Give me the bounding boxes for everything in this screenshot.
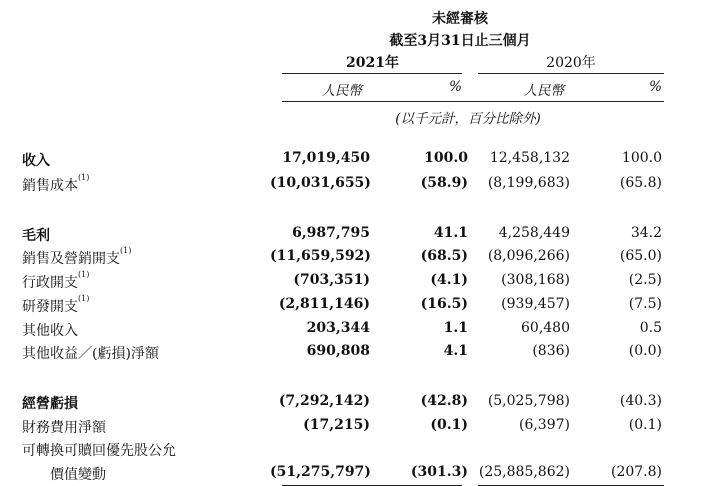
rule-units [282,101,664,102]
value-2020: (8,096,266) [487,248,570,264]
row-label-text: 銷售成本 [22,178,78,194]
row-label-text: 研發開支 [22,299,78,315]
row-label-text: 財務費用淨額 [22,420,106,436]
value-2021: 6,987,795 [292,225,370,241]
value-2021: (2,811,146) [278,296,370,312]
row-label [22,393,78,413]
unit-note: (以千元計，百分比除外) [395,111,541,127]
value-2020: (308,168) [501,272,570,288]
footnote-marker: (1) [78,294,90,303]
row-label [22,343,159,363]
pct-2021: (16.5) [420,296,468,312]
pct-2021: 41.1 [433,225,468,241]
row-label [22,272,89,292]
value-2021: (7,292,142) [278,393,370,409]
pct-2020: (207.8) [610,464,662,480]
row-label-text: 收入 [22,153,50,169]
value-2020: (939,457) [501,296,570,312]
row-label-text: 其他收入 [22,323,78,339]
row-label-text: 毛利 [22,228,50,244]
pct-2021: (301.3) [410,464,468,480]
row-label-continued: 價值變動 [50,467,106,483]
pct-2021: 1.1 [443,320,468,336]
row-label [22,248,131,268]
value-2021: (10,031,655) [270,175,371,191]
value-2020: 12,458,132 [489,150,570,166]
pct-2020: (0.0) [628,343,662,359]
row-label-text: 銷售及營銷開支 [22,251,120,267]
value-2021: 690,808 [306,343,370,359]
pct-2021: 100.0 [424,150,468,166]
row-label [22,417,106,437]
footnote-marker: (1) [120,246,132,255]
value-2020: (6,397) [518,417,570,433]
pct-2020: 100.0 [621,150,662,166]
unit-pct-2021: % [449,79,462,95]
value-2020: (25,885,862) [478,464,570,480]
value-2021: 17,019,450 [282,150,370,166]
footnote-marker: (1) [78,173,90,182]
row-label [22,150,50,170]
row-label [22,296,89,316]
pct-2021: (58.9) [420,175,468,191]
row-label-text: 可轉換可贖回優先股公允 [22,443,176,459]
value-2021: (17,215) [303,417,370,433]
row-label [22,320,78,340]
pct-2020: 34.2 [630,225,662,241]
pct-2020: (0.1) [628,417,662,433]
header-period: 截至3月31日止三個月 [389,33,531,49]
pct-2020: (7.5) [628,296,662,312]
pct-2021: (42.8) [420,393,468,409]
row-label [22,225,50,245]
value-2020: 4,258,449 [498,225,570,241]
rule-2021 [282,73,462,74]
row-label-text: 其他收益／(虧損)淨額 [22,346,159,362]
value-2020: (5,025,798) [487,393,570,409]
rule-2020 [478,73,664,74]
row-label-text: 行政開支 [22,275,78,291]
header-title: 未經審核 [432,11,488,27]
pct-2020: (2.5) [628,272,662,288]
value-2021: 203,344 [306,320,370,336]
unit-pct-2020: % [649,79,662,95]
pct-2021: (68.5) [420,248,468,264]
pct-2021: (4.1) [430,272,468,288]
pct-2021: 4.1 [443,343,468,359]
unit-rmb-2021: 人民幣 [321,83,362,99]
value-2021: (703,351) [293,272,370,288]
value-2021: (51,275,797) [270,464,371,480]
value-2020: 60,480 [521,320,570,336]
pct-2020: (65.8) [619,175,662,191]
footnote-marker: (1) [78,270,90,279]
row-label [22,175,89,195]
row-label [22,440,176,460]
pct-2020: 0.5 [639,320,662,336]
row-label-text: 經營虧損 [22,396,78,412]
value-2021: (11,659,592) [270,248,371,264]
pct-2020: (65.0) [619,248,662,264]
unit-rmb-2020: 人民幣 [523,83,564,99]
pct-2021: (0.1) [430,417,468,433]
year-2020-header: 2020年 [546,55,596,71]
pct-2020: (40.3) [619,393,662,409]
value-2020: (836) [532,343,570,359]
year-2021-header: 2021年 [346,55,399,71]
value-2020: (8,199,683) [487,175,570,191]
